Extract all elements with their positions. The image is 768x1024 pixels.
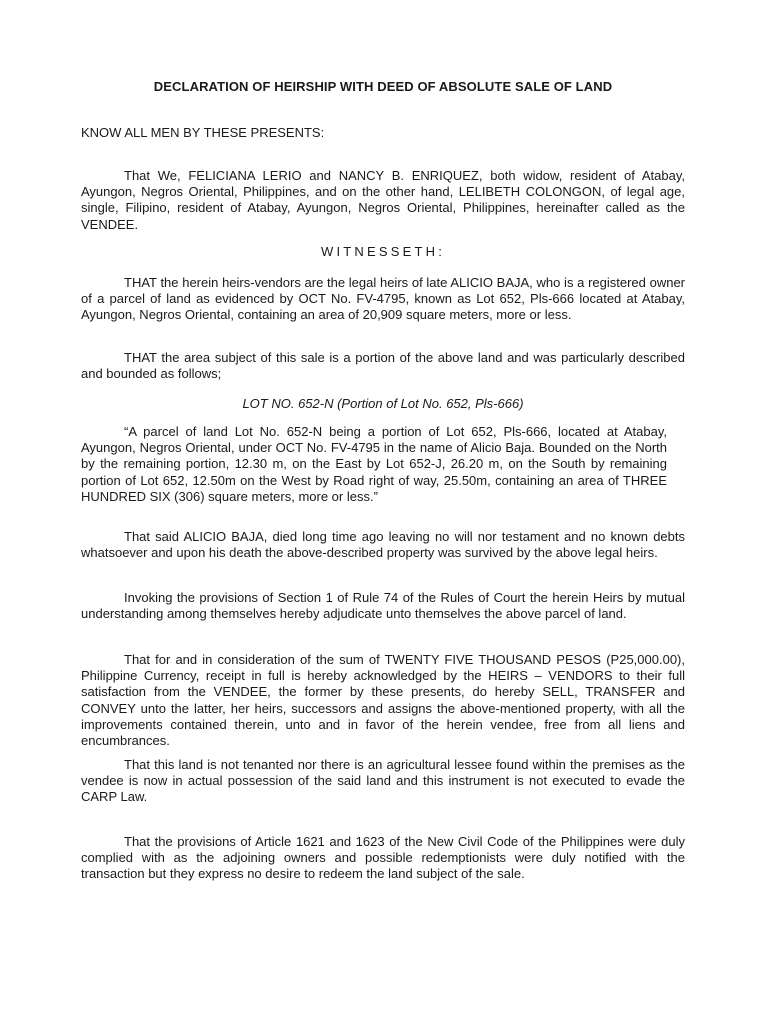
opening-statement: KNOW ALL MEN BY THESE PRESENTS: <box>81 125 325 140</box>
area-paragraph: THAT the area subject of this sale is a portion of the above land and was particularly described and bounded as follows; <box>81 350 685 382</box>
intro-paragraph: That We, FELICIANA LERIO and NANCY B. ENRIQUEZ, both widow, resident of Atabay, Ayungon, Negros Oriental, Philippines, and on the other hand, LELIBETH COLONGON, of legal age, single, Filipino, resident of Atabay, Ayungon, Negros Oriental, Philippines, hereinafter called as the VENDEE. <box>81 168 685 232</box>
witnesseth-heading: WITNESSETH: <box>320 244 446 259</box>
lot-description: “A parcel of land Lot No. 652-N being a portion of Lot 652, Pls-666, located at Atabay, Ayungon, Negros Oriental, under OCT No. FV-4795 in the name of Alicio Baja. Bounded on the North by the remaining portion, 12.30 m, on the East by Lot 652-J, 26.20 m, on the South by remaining portion of Lot 652, 12.50m on the West by Road right of way, 25.50m, containing an area of THREE HUNDRED SIX (306) square meters, more or less.” <box>81 424 667 504</box>
consideration-paragraph: That for and in consideration of the sum of TWENTY FIVE THOUSAND PESOS (P25,000.00), Philippine Currency, receipt in full is hereby acknowledged by the HEIRS – VENDORS to their full satisfaction from the VENDEE, the former by these presents, do hereby SELL, TRANSFER and CONVEY unto the latter, her heirs, successors and assigns the above-mentioned property, with all the improvements contained therein, unto and in favor of the herein vendee, free from all liens and encumbrances. <box>81 652 685 749</box>
document-title: DECLARATION OF HEIRSHIP WITH DEED OF ABSOLUTE SALE OF LAND <box>153 79 613 94</box>
civil-code-paragraph: That the provisions of Article 1621 and 1623 of the New Civil Code of the Philippines were duly complied with as the adjoining owners and possible redemptionists were duly notified with the transaction but they express no desire to redeem the land subject of the sale. <box>81 834 685 882</box>
heirs-paragraph: THAT the herein heirs-vendors are the legal heirs of late ALICIO BAJA, who is a registered owner of a parcel of land as evidenced by OCT No. FV-4795, known as Lot 652, Pls-666 located at Atabay, Ayungon, Negros Oriental, containing an area of 20,909 square meters, more or less. <box>81 275 685 323</box>
death-paragraph: That said ALICIO BAJA, died long time ago leaving no will nor testament and no known debts whatsoever and upon his death the above-described property was survived by the above legal heirs. <box>81 529 685 561</box>
rule74-paragraph: Invoking the provisions of Section 1 of Rule 74 of the Rules of Court the herein Heirs by mutual understanding among themselves hereby adjudicate unto themselves the above parcel of land. <box>81 590 685 622</box>
lot-heading: LOT NO. 652-N (Portion of Lot No. 652, Pls-666) <box>242 396 524 411</box>
tenant-paragraph: That this land is not tenanted nor there is an agricultural lessee found within the premises as the vendee is now in actual possession of the said land and this instrument is not executed to evade the CARP Law. <box>81 757 685 805</box>
